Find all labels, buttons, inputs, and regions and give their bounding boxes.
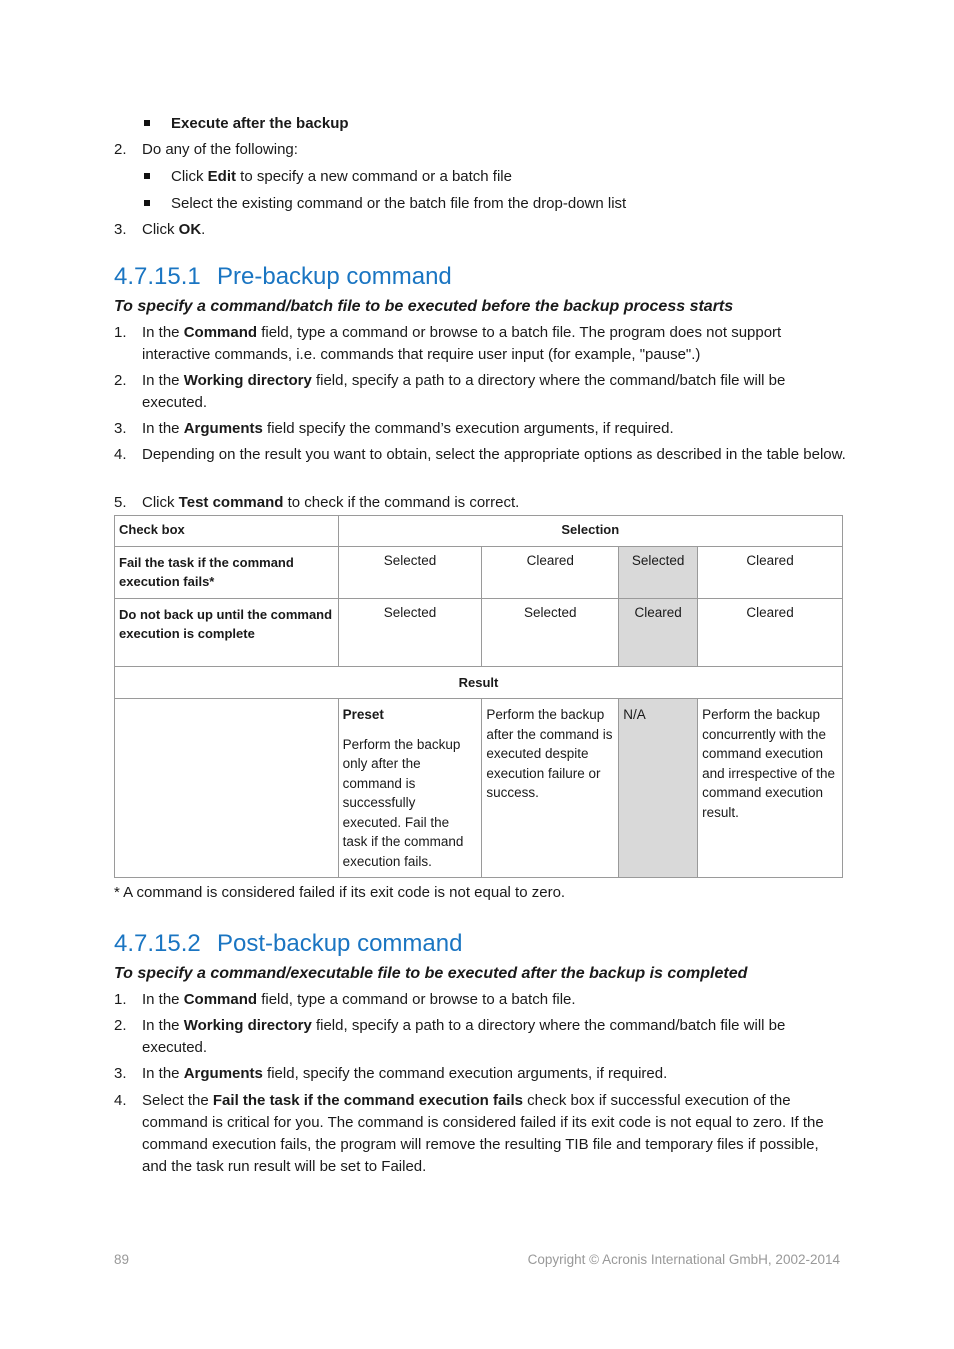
- table-cell: Selected: [338, 546, 482, 598]
- text-run: In the: [142, 1065, 184, 1082]
- text-run: field, type a command or browse to a batch file.: [257, 991, 576, 1008]
- table-cell: Perform the backup after the command is executed despite execution failure or success.: [482, 699, 619, 878]
- options-table: [114, 515, 843, 878]
- table-cell: Cleared: [698, 598, 843, 666]
- table-cell-empty: [115, 699, 339, 878]
- step-text: [142, 370, 847, 414]
- text-run: field specify the command’s execution arguments, if required.: [262, 420, 674, 437]
- preset-text: Perform the backup only after the command is successfully executed. Fail the task if the command execution fails.: [342, 736, 464, 869]
- table-result-row: [115, 699, 843, 878]
- step-text: [142, 1090, 847, 1178]
- step-text: [142, 492, 847, 514]
- table-cell: Cleared: [698, 546, 843, 598]
- table-cell: Selected: [338, 598, 482, 666]
- procedure-title: To specify a command/executable file to be executed after the backup is completed: [114, 965, 748, 982]
- step-number: 1.: [114, 991, 127, 1008]
- table-cell: Selected: [482, 598, 619, 666]
- step-number: 3.: [114, 221, 127, 238]
- text-run: check box if successful execution of the command is critical for you. The command is considered failed if its exit code is not equal to zero. If the command execution fails, the program will remove the resulting TIB file and temporary files if possible, and the task run result will be set to Failed.: [142, 1092, 824, 1175]
- step-text: [142, 322, 847, 366]
- table-result-header-row: [115, 666, 843, 699]
- text-run-bold: Arguments: [183, 1065, 263, 1082]
- text-run: Select the: [142, 1092, 213, 1109]
- row-label-fail-task: Fail the task if the command execution fails*: [115, 546, 339, 598]
- step-text: [142, 1015, 847, 1059]
- text-run: field, specify a path to a directory where the command/batch file will be executed.: [142, 372, 786, 411]
- text-run-bold: Command: [183, 324, 258, 341]
- bullet-marker: [144, 200, 150, 206]
- text-run-bold: Fail the task if the command execution fails: [212, 1092, 523, 1109]
- step-number: 2.: [114, 1017, 127, 1034]
- step-number: 4.: [114, 446, 127, 463]
- text-run-bold: OK: [178, 221, 202, 238]
- step-text: Do any of the following:: [142, 141, 298, 158]
- text-run: field, type a command or browse to a batch file. The program does not support interactive commands, i.e. commands that require user input (for example, "pause".): [142, 324, 782, 363]
- table-cell: Cleared: [619, 598, 698, 666]
- step-number: 2.: [114, 141, 127, 158]
- section-heading-post-backup: [114, 929, 462, 959]
- text-run: In the: [142, 372, 184, 389]
- footnote: * A command is considered failed if its exit code is not equal to zero.: [114, 884, 566, 901]
- step-text: [142, 418, 847, 440]
- section-title: Post-backup command: [217, 930, 463, 957]
- table-cell: Perform the backup concurrently with the command execution and irrespective of the command execution result.: [698, 699, 843, 878]
- step-text: [142, 989, 847, 1011]
- table-row: [115, 598, 843, 666]
- text-run: Depending on the result you want to obtain, select the appropriate options as described in the table below.: [142, 446, 846, 463]
- page-number: 89: [114, 1252, 130, 1267]
- step-number: 3.: [114, 420, 127, 437]
- header-selection: Selection: [338, 516, 842, 547]
- text-run-bold: Working directory: [183, 372, 312, 389]
- procedure-title: To specify a command/batch file to be executed before the backup process starts: [114, 298, 734, 315]
- section-number: 4.7.15.1: [114, 263, 201, 290]
- section-title: Pre-backup command: [217, 263, 452, 290]
- table-header-row: [115, 516, 843, 547]
- table-cell: Cleared: [482, 546, 619, 598]
- step-text: [142, 1063, 847, 1085]
- text-run-bold: Edit: [207, 168, 237, 185]
- text-run: to specify a new command or a batch file: [236, 168, 512, 185]
- bullet-marker: [144, 120, 150, 126]
- bullet-marker: [144, 173, 150, 179]
- row-label-do-not-back-up: Do not back up until the command execution is complete: [115, 598, 339, 666]
- text-run: In the: [142, 991, 184, 1008]
- text-run: .: [201, 221, 206, 238]
- copyright: Copyright © Acronis International GmbH, 2002-2014: [527, 1252, 840, 1267]
- step-number: 3.: [114, 1065, 127, 1082]
- list-item-click-edit: [171, 166, 512, 188]
- text-run: In the: [142, 420, 184, 437]
- text-run-bold: Command: [183, 991, 258, 1008]
- text-run: field, specify the command execution arguments, if required.: [262, 1065, 668, 1082]
- result-cell-preset: [338, 699, 482, 878]
- section-number: 4.7.15.2: [114, 930, 201, 957]
- step-number: 4.: [114, 1092, 127, 1109]
- text-run: to check if the command is correct.: [283, 494, 520, 511]
- list-item-select-existing: Select the existing command or the batch file from the drop-down list: [171, 195, 627, 212]
- text-run: In the: [142, 324, 184, 341]
- section-heading-pre-backup: [114, 262, 452, 292]
- table-cell: N/A: [619, 699, 698, 878]
- step-number: 1.: [114, 324, 127, 341]
- header-check-box: Check box: [115, 516, 339, 547]
- step-number: 2.: [114, 372, 127, 389]
- text-run: field, specify a path to a directory where the command/batch file will be executed.: [142, 1017, 786, 1056]
- text-run-bold: Test command: [178, 494, 284, 511]
- step-text: [142, 219, 205, 241]
- step-text: [142, 444, 847, 466]
- table-row: [115, 546, 843, 598]
- preset-title: Preset: [342, 707, 384, 722]
- text-run: Click: [142, 494, 179, 511]
- text-run-bold: Arguments: [183, 420, 263, 437]
- step-number: 5.: [114, 494, 127, 511]
- text-run: Click: [142, 221, 179, 238]
- list-item-execute-after: Execute after the backup: [171, 115, 349, 132]
- text-run: Click: [171, 168, 208, 185]
- header-result: Result: [115, 666, 843, 699]
- table-cell: Selected: [619, 546, 698, 598]
- text-run: In the: [142, 1017, 184, 1034]
- text-run-bold: Working directory: [183, 1017, 312, 1034]
